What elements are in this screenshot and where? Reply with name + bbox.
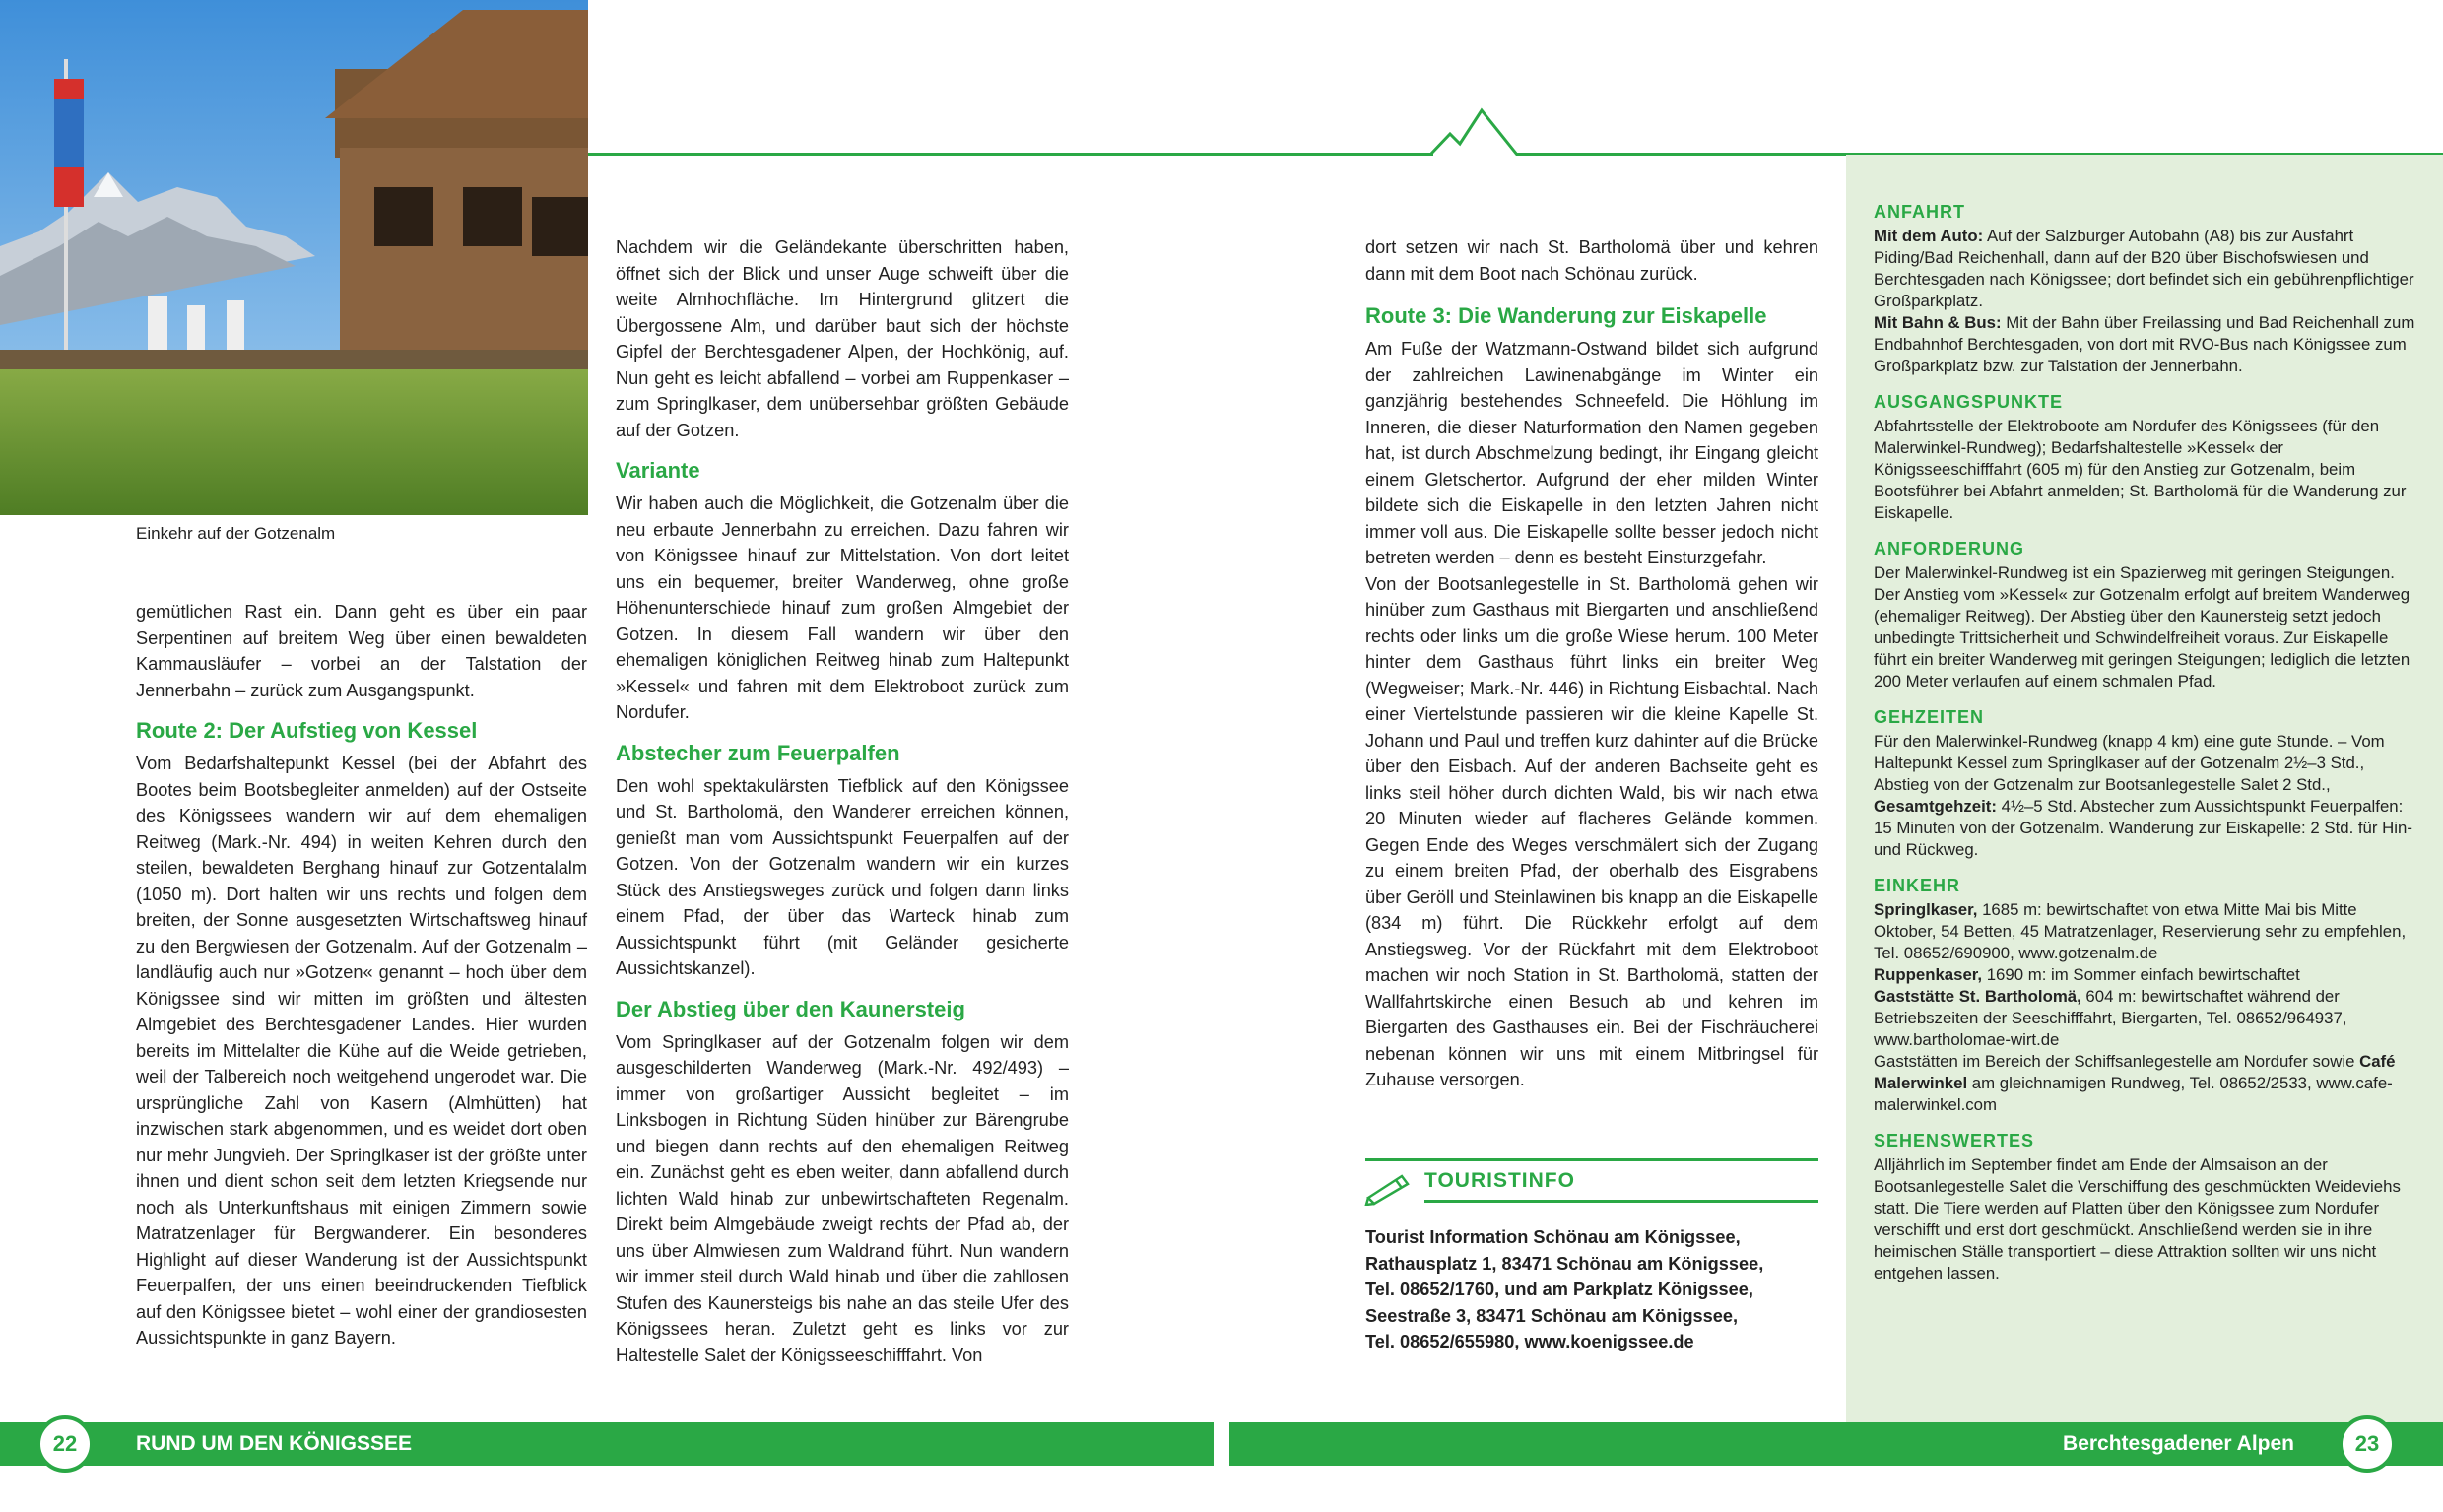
- heading-abstieg: Der Abstieg über den Kaunersteig: [616, 996, 965, 1021]
- running-title-right: Berchtesgadener Alpen: [2063, 1432, 2294, 1455]
- touristinfo-line-bottom: [1424, 1200, 1818, 1203]
- sidebar-text: Der Malerwinkel-Rundweg ist ein Spazierweg mit geringen Steigungen. Der Anstieg vom »Kessel« zur Gotzenalm erfolgt auf breitem Wanderweg (ehemaliger Reitweg). Der Abstieg über den Kaunersteig setzt jedoch unbedingte Trittsicherheit und Schwindelfreiheit voraus. Zur Eiskapelle führt ein breiter Wanderweg mit geringen Steigungen; lediglich die letzten 200 Meter verlaufen auf einem schmalen Pfad.: [1874, 563, 2410, 690]
- touristinfo-body: [1365, 1224, 1878, 1355]
- sidebar-text: [1874, 226, 2421, 377]
- heading-variante: Variante: [616, 458, 700, 483]
- text-column-2: [616, 234, 1069, 1368]
- text-springlkaser: 1685 m: bewirtschaftet von etwa Mitte Mai bis Mitte Oktober, 54 Betten, 45 Matratzenlager, Reservierung sehr zu empfehlen, Tel. 08652/690900, www.gotzenalm.de: [1874, 900, 2407, 962]
- sidebar-heading-gehzeiten: GEHZEITEN: [1874, 707, 1985, 727]
- text-ruppenkaser: 1690 m: im Sommer einfach bewirtschaftet: [1982, 965, 2300, 984]
- paragraph: Vom Bedarfshaltepunkt Kessel (bei der Abfahrt des Bootes beim Bootsbegleiter anmelden) auf der Ostseite des Königssees wandern wir auf dem ehemaligen Reitweg (Mark.-Nr. 494) in weiten Kehren durch den steilen, bewaldeten Berghang hinauf zur Gotzentalalm (1050 m). Dort halten wir uns rechts und folgen dem breiten, der Sonne ausgesetzten Wirtschaftsweg hinauf zu den Bergwiesen der Gotzenalm. Auf der Gotzenalm – landläufig auch nur »Gotzen« genannt – hoch über dem Königssee sind wir mitten im größten und ältesten Almgebiet des Berchtesgadener Landes. Hier wurden bereits im Mittelalter die Kühe auf die Weide getrieben, weil der Talbereich noch weitgehend ungerodet war. Die ursprüngliche Zahl von Kasern (Almhütten) hat inzwischen stark abgenommen, und es weidet dort oben nur mehr Jungvieh. Der Springlkaser ist der größte unter ihnen und dient schon seit dem letzten Kriegsende nur noch als Unterkunftshaus mit einigen Zimmern sowie Matratzenlager für Bergwanderer. Ein besonderes Highlight auf dieser Wanderung ist der Aussichtspunkt Feuerpalfen, der uns einen beeindruckenden Tiefblick auf den Königssee bietet – wohl einer der grandiosesten Aussichtspunkte in ganz Bayern.: [136, 754, 587, 1348]
- text-gehzeiten-a: Für den Malerwinkel-Rundweg (knapp 4 km) eine gute Stunde. – Vom Haltepunkt Kessel zum Springlkaser auf der Gotzenalm 2½–3 Std., Abstieg von der Gotzenalm zur Bootsanlegestelle Salet 2 Std.,: [1874, 732, 2385, 794]
- header-line-left: [588, 153, 1433, 156]
- sidebar-heading-einkehr: EINKEHR: [1874, 876, 1961, 895]
- touristinfo-line: Tourist Information Schönau am Königssee,: [1365, 1227, 1741, 1247]
- touristinfo-line: Rathausplatz 1, 83471 Schönau am Königssee,: [1365, 1253, 1764, 1274]
- touristinfo-line: Tel. 08652/1760, und am Parkplatz Königssee,: [1365, 1280, 1753, 1299]
- sidebar-heading-ausgangspunkte: AUSGANGSPUNKTE: [1874, 392, 2064, 412]
- pen-icon: [1364, 1168, 1414, 1206]
- sidebar-text: Abfahrtsstelle der Elektroboote am Nordufer des Königssees (für den Malerwinkel-Rundweg); Bedarfshaltestelle »Kessel« der Königsseeschifffahrt (605 m) für den Anstieg zur Gotzenalm, beim Bootsführer bei Abfahrt anmelden; St. Bartholomä für die Wanderung zur Eiskapelle.: [1874, 417, 2407, 522]
- touristinfo-title: TOURISTINFO: [1424, 1169, 1575, 1192]
- page-number-left: 22: [36, 1415, 94, 1473]
- photo-gotzenalm: [0, 0, 588, 515]
- touristinfo-line: Tel. 08652/655980, www.koenigssee.de: [1365, 1332, 1694, 1351]
- paragraph: gemütlichen Rast ein. Dann geht es über ein paar Serpentinen auf breitem Weg über einen bewaldeten Kammausläufer – vorbei an der Talstation der Jennerbahn – zurück zum Ausgangspunkt.: [136, 602, 587, 700]
- touristinfo-line: Seestraße 3, 83471 Schönau am Königssee,: [1365, 1305, 1739, 1326]
- label-bartholomae: Gaststätte St. Bartholomä,: [1874, 987, 2081, 1006]
- text-bartholomae: 604 m: bewirtschaftet während der Betriebszeiten der Seeschifffahrt, Biergarten, Tel. 08652/964937, www.bartholomae-wirt.de: [1874, 987, 2347, 1049]
- running-title-left: RUND UM DEN KÖNIGSSEE: [136, 1432, 413, 1455]
- heading-route-3: Route 3: Die Wanderung zur Eiskapelle: [1365, 303, 1767, 328]
- sidebar-text: Alljährlich im September findet am Ende der Almsaison an der Bootsanlegestelle Salet die Verschiffung des geschmückten Weideviehs statt. Die Tiere werden auf Platten über den Königssee zum Nordufer verschifft und erst dort geschmückt. Anschließend werden sie in ihre heimischen Ställe transportiert – diese Attraktion sollten wir uns nicht entgehen lassen.: [1874, 1155, 2401, 1282]
- paragraph: Nachdem wir die Geländekante überschritten haben, öffnet sich der Blick und unser Auge schweift über die weite Almhochfläche. Im Hintergrund glitzert die Übergossene Alm, und darüber baut sich der höchste Gipfel der Berchtesgadener Alpen, der Hochkönig, auf. Nun geht es leicht abfallend – vorbei am Ruppenkaser – zum Springlkaser, dem unübersehbar größten Gebäude auf der Gotzen.: [616, 237, 1069, 440]
- photo-caption: Einkehr auf der Gotzenalm: [136, 524, 336, 543]
- paragraph: Wir haben auch die Möglichkeit, die Gotzenalm über die neu erbaute Jennerbahn zu erreichen. Dazu fahren wir von Königssee hinauf zur Mittelstation. Von dort leitet uns ein bequemer, breiter Wanderweg, ohne große Höhenunterschiede hinauf zum großen Almgebiet der Gotzen. In diesem Fall wandern wir über den ehemaligen königlichen Reitweg hinab zum Haltepunkt »Kessel« und fahren mit dem Elektroboot zurück zum Nordufer.: [616, 493, 1069, 722]
- text-column-1: [136, 599, 587, 1351]
- label-ruppenkaser: Ruppenkaser,: [1874, 965, 1983, 984]
- alpine-hut-photo: [0, 0, 588, 515]
- label-auto: Mit dem Auto:: [1874, 227, 1984, 245]
- info-sidebar: [1874, 201, 2421, 1284]
- text-gehzeiten-b: 4½–5 Std. Abstecher zum Aussichtspunkt Feuerpalfen: 15 Minuten von der Gotzenalm. Wanderung zur Eiskapelle: 2 Std. für Hin- und Rückweg.: [1874, 797, 2412, 859]
- label-springlkaser: Springlkaser,: [1874, 900, 1978, 919]
- text-bahn: Mit der Bahn über Freilassing und Bad Reichenhall zum Endbahnhof Berchtesgaden, von dort mit RVO-Bus nach Königssee zum Großparkplatz bzw. zur Talstation der Jennerbahn.: [1874, 313, 2415, 375]
- sidebar-heading-anforderung: ANFORDERUNG: [1874, 539, 2024, 559]
- sidebar-text: [1874, 731, 2421, 861]
- heading-abstecher: Abstecher zum Feuerpalfen: [616, 740, 900, 765]
- text-auto: Auf der Salzburger Autobahn (A8) bis zur Ausfahrt Piding/Bad Reichenhall, dann auf der B20 über Bischofswiesen und Berchtesgaden nach Königssee; dort befindet sich ein gebührenpflichtiger Großparkplatz.: [1874, 227, 2414, 310]
- touristinfo-line-top: [1365, 1158, 1818, 1161]
- paragraph: Den wohl spektakulärsten Tiefblick auf den Königssee und St. Bartholomä, den Wanderer erreichen können, genießt man vom Aussichtspunkt Feuerpalfen auf der Gotzen. Von der Gotzenalm wandern wir ein kurzes Stück des Anstiegsweges zurück und folgen dann links einem Pfad, der über das Warteck hinab zum Aussichtspunkt führt (mit Geländer gesicherte Aussichtskanzel).: [616, 775, 1069, 978]
- text-gaststaetten: Gaststätten im Bereich der Schiffsanlegestelle am Nordufer sowie: [1874, 1052, 2360, 1071]
- label-bahn: Mit Bahn & Bus:: [1874, 313, 2002, 332]
- text-column-3: [1365, 234, 1818, 1093]
- heading-route-2: Route 2: Der Aufstieg von Kessel: [136, 718, 478, 743]
- paragraph: Von der Bootsanlegestelle in St. Bartholomä gehen wir hinüber zum Gasthaus mit Biergarten und anschließend rechts oder links um die große Wiese herum. 100 Meter hinter dem Gasthaus führt links ein breiter Weg (Wegweiser; Mark.-Nr. 446) in Richtung Eisbachtal. Nach einer Viertelstunde passieren wir die kleine Kapelle St. Johann und Paul und treffen kurz dahinter auf die Brücke über den Eisbach. Auf der anderen Bachseite geht es links steil höher durch dichten Wald, bis wir nach etwa 20 Minuten wieder auf flacheres Gelände kommen. Gegen Ende des Weges verschmälert sich der Zugang zu einem breiten Pfad, der oberhalb des Eisgrabens über Geröll und Steinlawinen bis knapp an die Eiskapelle (834 m) führt. Die Rückkehr erfolgt auf dem Anstiegsweg. Vor der Rückfahrt mit dem Elektroboot machen wir noch Station in St. Bartholomä, statten der Wallfahrtskirche einen Besuch ab und kehren im Biergarten des Gasthauses ein. Bei der Fischräucherei nebenan können wir uns mit einem Mitbringsel für Zuhause versorgen.: [1365, 573, 1818, 1089]
- sidebar-heading-sehenswertes: SEHENSWERTES: [1874, 1131, 2035, 1150]
- sidebar-heading-anfahrt: ANFAHRT: [1874, 202, 1965, 222]
- label-gesamtgehzeit: Gesamtgehzeit:: [1874, 797, 1997, 816]
- mountain-peak-icon: [1430, 106, 1519, 158]
- label-cafe: Café Malerwinkel: [1874, 1052, 2396, 1092]
- paragraph: Vom Springlkaser auf der Gotzenalm folgen wir dem ausgeschilderten Wanderweg (Mark.-Nr. 492/493) – immer von großartiger Aussicht begleitet – im Linksbogen in Richtung Süden hinüber zur Bärengrube und biegen dann rechts auf den ehemaligen Reitweg ein. Zunächst geht es eben weiter, dann abfallend durch lichten Wald hinab zur unbewirtschafteten Regenalm. Direkt beim Almgebäude zweigt rechts der Pfad ab, der uns über Almwiesen zum Waldrand führt. Nun wandern wir immer steil durch Wald hinab und über die zahllosen Stufen des Kaunersteigs bis nahe an das steile Ufer des Königssees heran. Zuletzt geht es links vor zur Haltestelle Salet der Königsseeschifffahrt. Von: [616, 1031, 1069, 1365]
- page-number-right: 23: [2339, 1415, 2396, 1473]
- paragraph: dort setzen wir nach St. Bartholomä über und kehren dann mit dem Boot nach Schönau zurück.: [1365, 237, 1818, 284]
- text-cafe: am gleichnamigen Rundweg, Tel. 08652/2533, www.cafe-malerwinkel.com: [1874, 1074, 2393, 1114]
- sidebar-text: [1874, 899, 2421, 1116]
- paragraph: Am Fuße der Watzmann-Ostwand bildet sich aufgrund der zahlreichen Lawinenabgänge im Winter ein ganzjährig bestehendes Schneefeld. Die Höhlung im Inneren, die dieser Naturformation den Namen gegeben hat, ist durch Abschmelzung bedingt, ihr Eingang gleicht einem Gletschertor. Aufgrund der eher milden Winter bildete sich die Eiskapelle in den letzten Jahren nicht immer voll aus. Die Eiskapelle sollte besser jedoch nicht betreten werden – denn es besteht Einsturzgefahr.: [1365, 339, 1818, 567]
